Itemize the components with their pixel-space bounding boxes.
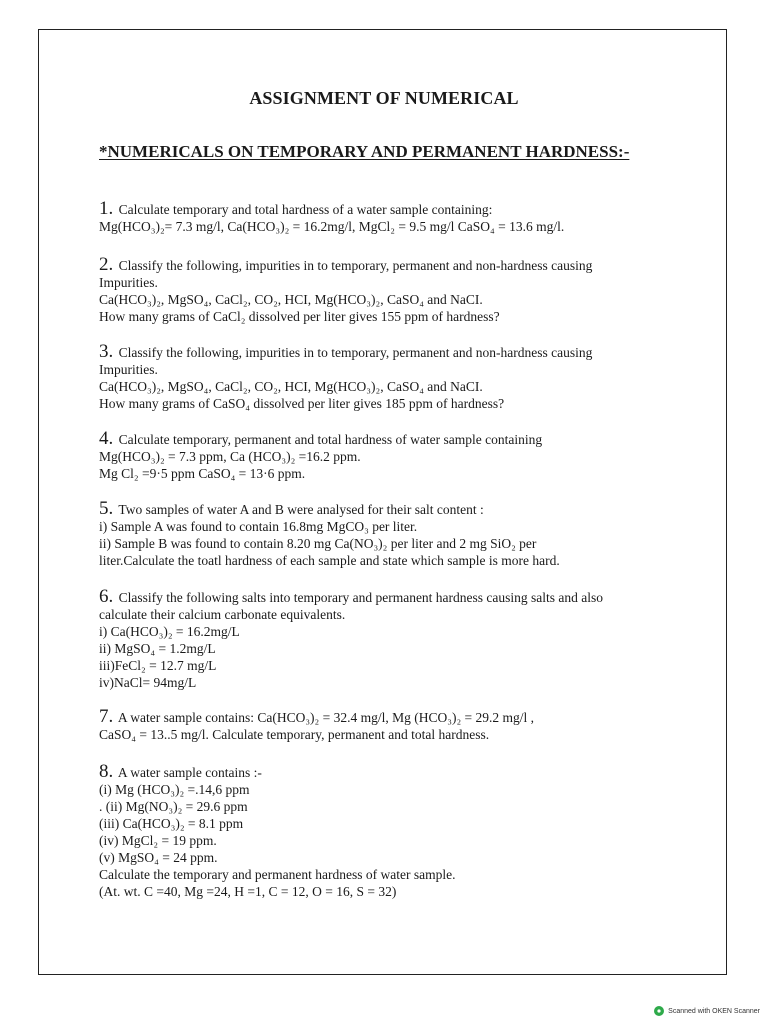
question-line: (i) Mg (HCO₃)₂ =.14,6 ppm bbox=[99, 782, 250, 797]
question-text: Calculate temporary, permanent and total hardness of water sample containing bbox=[118, 432, 543, 447]
question-number: 4. bbox=[99, 428, 114, 449]
question-line: (iv) MgCl₂ = 19 ppm. bbox=[99, 833, 217, 848]
question-line: Mg(HCO₃)₂ = 7.3 ppm, Ca (HCO₃)₂ =16.2 ppm. bbox=[99, 449, 361, 464]
question-line: Ca(HCO₃)₂, MgSO₄, CaCl₂, CO₂, HCI, Mg(HCO₃)₂, CaSO₄ and NaCI. bbox=[99, 379, 483, 394]
question-number: 8. bbox=[99, 761, 114, 782]
question-line: iii)FeCl₂ = 12.7 mg/L bbox=[99, 658, 217, 673]
question-text: A water sample contains: Ca(HCO₃)₂ = 32.4 mg/l, Mg (HCO₃)₂ = 29.2 mg/l , bbox=[117, 710, 535, 725]
question-line: Ca(HCO₃)₂, MgSO₄, CaCl₂, CO₂, HCI, Mg(HCO₃)₂, CaSO₄ and NaCI. bbox=[99, 292, 483, 307]
question-text: Calculate temporary and total hardness of a water sample containing: bbox=[118, 202, 493, 217]
document-title: ASSIGNMENT OF NUMERICAL bbox=[249, 88, 519, 108]
question-line: How many grams of CaSO₄ dissolved per liter gives 185 ppm of hardness? bbox=[99, 396, 505, 411]
question-line bbox=[99, 763, 699, 781]
question-line bbox=[99, 588, 699, 606]
question-5 bbox=[99, 500, 699, 569]
scanner-logo-icon bbox=[654, 1006, 664, 1016]
question-number: 7. bbox=[99, 706, 114, 727]
question-1 bbox=[99, 200, 699, 235]
question-line: liter.Calculate the toatl hardness of each sample and state which sample is more hard. bbox=[99, 553, 560, 568]
question-7 bbox=[99, 708, 699, 743]
question-number: 6. bbox=[99, 586, 114, 607]
question-line bbox=[99, 256, 699, 274]
question-text: Two samples of water A and B were analysed for their salt content : bbox=[118, 502, 484, 517]
question-line bbox=[99, 343, 699, 361]
question-text: A water sample contains :- bbox=[117, 765, 262, 780]
question-line: iv)NaCl= 94mg/L bbox=[99, 675, 197, 690]
scanner-text: Scanned with OKEN Scanner bbox=[668, 1007, 760, 1015]
question-line bbox=[99, 200, 699, 218]
question-line: Impurities. bbox=[99, 275, 158, 290]
question-line: Impurities. bbox=[99, 362, 158, 377]
question-line bbox=[99, 430, 699, 448]
question-line: i) Ca(HCO₃)₂ = 16.2mg/L bbox=[99, 624, 240, 639]
scanner-watermark bbox=[654, 1006, 760, 1016]
question-line: (At. wt. C =40, Mg =24, H =1, C = 12, O = 16, S = 32) bbox=[99, 884, 397, 899]
question-3 bbox=[99, 343, 699, 412]
question-8 bbox=[99, 763, 699, 900]
question-number: 1. bbox=[99, 198, 114, 219]
question-line: i) Sample A was found to contain 16.8mg MgCO₃ per liter. bbox=[99, 519, 418, 534]
question-4 bbox=[99, 430, 699, 482]
question-text: Classify the following, impurities in to temporary, permanent and non-hardness causing bbox=[118, 345, 593, 360]
question-line: ii) Sample B was found to contain 8.20 mg Ca(NO₃)₂ per liter and 2 mg SiO₂ per bbox=[99, 536, 537, 551]
question-line: (iii) Ca(HCO₃)₂ = 8.1 ppm bbox=[99, 816, 244, 831]
question-line: (v) MgSO₄ = 24 ppm. bbox=[99, 850, 218, 865]
question-6 bbox=[99, 588, 699, 691]
question-line: How many grams of CaCl₂ dissolved per liter gives 155 ppm of hardness? bbox=[99, 309, 500, 324]
question-number: 3. bbox=[99, 341, 114, 362]
question-text: Classify the following, impurities in to temporary, permanent and non-hardness causing bbox=[118, 258, 593, 273]
question-text: Classify the following salts into temporary and permanent hardness causing salts and also bbox=[118, 590, 604, 605]
question-line bbox=[99, 500, 699, 518]
question-line: Mg(HCO₃)₂= 7.3 mg/l, Ca(HCO₃)₂ = 16.2mg/l, MgCl₂ = 9.5 mg/l CaSO₄ = 13.6 mg/l. bbox=[99, 219, 565, 234]
question-number: 2. bbox=[99, 254, 114, 275]
question-line: Calculate the temporary and permanent hardness of water sample. bbox=[99, 867, 456, 882]
question-line: . (ii) Mg(NO₃)₂ = 29.6 ppm bbox=[99, 799, 248, 814]
question-line bbox=[99, 708, 699, 726]
question-line: CaSO₄ = 13..5 mg/l. Calculate temporary, permanent and total hardness. bbox=[99, 727, 490, 742]
question-number: 5. bbox=[99, 498, 114, 519]
section-heading: *NUMERICALS ON TEMPORARY AND PERMANENT HARDNESS:- bbox=[99, 142, 630, 161]
question-line: ii) MgSO₄ = 1.2mg/L bbox=[99, 641, 216, 656]
question-line: calculate their calcium carbonate equivalents. bbox=[99, 607, 346, 622]
question-2 bbox=[99, 256, 699, 325]
question-line: Mg Cl₂ =9·5 ppm CaSO₄ = 13·6 ppm. bbox=[99, 466, 306, 481]
